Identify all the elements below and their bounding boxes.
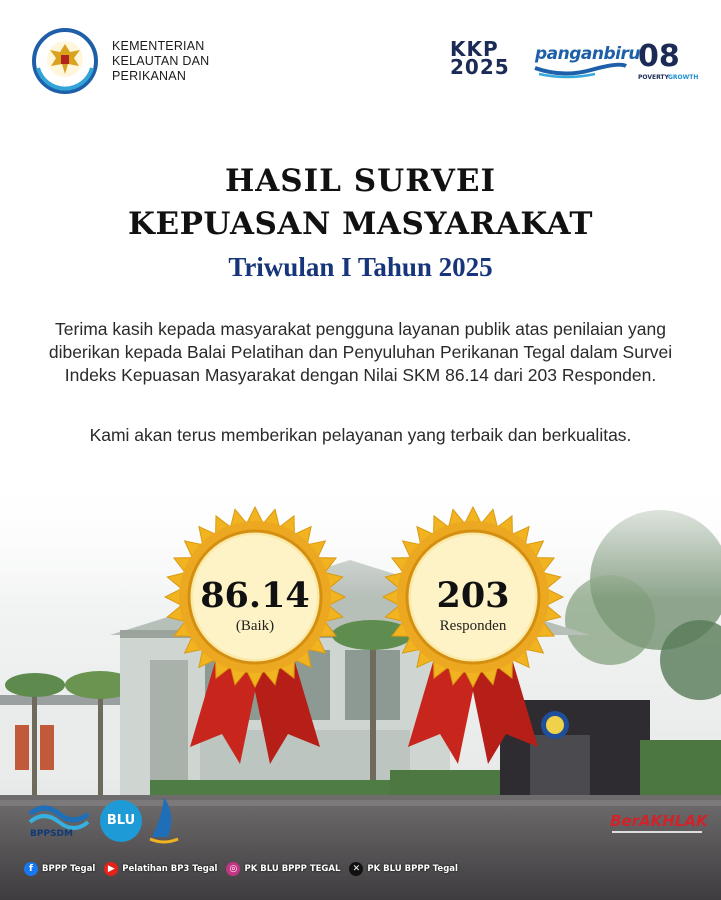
respondent-medal: [378, 502, 568, 782]
berakhlak-tagline-bar: [612, 830, 702, 836]
ministry-line-1: KEMENTERIAN: [112, 38, 205, 53]
x-icon: ✕: [349, 862, 363, 876]
ministry-name: [112, 39, 242, 84]
growth-logo-right: GROWTH: [668, 74, 699, 81]
ministry-line-3: PERIKANAN: [112, 68, 187, 83]
page-title-line-2: KEPUASAN MASYARAKAT: [128, 206, 593, 242]
social-instagram[interactable]: [226, 862, 340, 876]
skm-score-caption: (Baik): [235, 618, 275, 634]
page-title-line-1: HASIL SURVEI: [224, 163, 497, 199]
bppsdm-logo-text: BPPSDM: [30, 829, 73, 839]
respondent-count-value: 203: [436, 575, 510, 616]
medal-rosette-icon: [160, 502, 350, 782]
growth-logo-left: POVERTY: [638, 74, 669, 81]
facebook-icon: f: [24, 862, 38, 876]
social-label: Pelatihan BP3 Tegal: [122, 864, 218, 874]
page-subtitle: Triwulan I Tahun 2025: [228, 252, 493, 282]
social-label: PK BLU BPPP TEGAL: [244, 864, 341, 874]
ministry-brand: [32, 28, 242, 94]
ministry-line-2: KELAUTAN DAN: [112, 53, 210, 68]
instagram-icon: ◎: [226, 862, 240, 876]
social-youtube[interactable]: [104, 862, 217, 876]
thank-you-paragraph: Terima kasih kepada masyarakat pengguna layanan publik atas penilaian yang diberikan kepada Balai Pelatihan dan Penyuluhan Perikanan Tegal dalam Survei Indeks Kepuasan Masyarakat dengan Nilai SKM 86.14 dari 203 Responden.: [48, 319, 673, 385]
skm-score-value: 86.14: [200, 575, 310, 616]
score-medal: [160, 502, 350, 782]
berakhlak-logo: BerAKHLAK: [610, 812, 708, 830]
kkp-logo-year: 2025: [450, 55, 510, 79]
youtube-icon: ▶: [104, 862, 118, 876]
social-media-bar: [24, 862, 467, 876]
social-label: PK BLU BPPP Tegal: [367, 864, 458, 874]
poverty-growth-logo: [638, 36, 699, 82]
sail-logo-icon: [146, 795, 182, 845]
blu-logo: BLU: [100, 800, 142, 842]
garuda-emblem-icon: [32, 28, 98, 94]
growth-logo-number: 08: [638, 39, 680, 74]
respondent-count-caption: Responden: [439, 618, 507, 634]
panganbiru-logo: panganbiru: [535, 44, 640, 64]
social-x[interactable]: [349, 862, 458, 876]
social-label: BPPP Tegal: [42, 864, 96, 874]
medal-rosette-icon: [378, 502, 568, 782]
social-facebook[interactable]: [24, 862, 95, 876]
commitment-paragraph: Kami akan terus memberikan pelayanan yang terbaik dan berkualitas.: [89, 425, 632, 445]
kkp-2025-logo: [450, 37, 510, 79]
wave-icon: [533, 62, 628, 78]
kkp-logo-text: KKP: [450, 37, 499, 61]
